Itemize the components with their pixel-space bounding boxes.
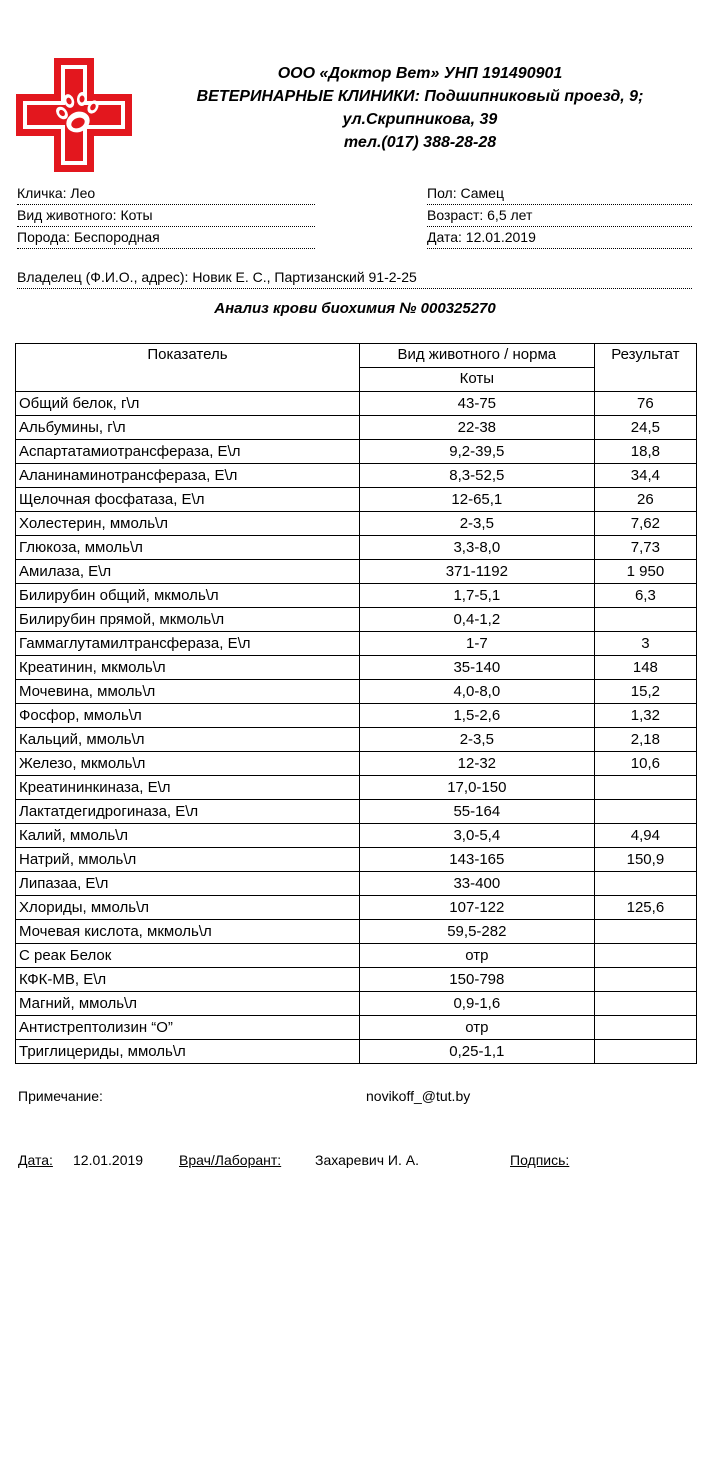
indicator-cell: Фосфор, ммоль\л bbox=[16, 704, 360, 728]
header-norm: Вид животного / норма bbox=[359, 344, 594, 368]
norm-cell: 59,5-282 bbox=[359, 920, 594, 944]
norm-cell: 4,0-8,0 bbox=[359, 680, 594, 704]
result-cell: 6,3 bbox=[594, 584, 696, 608]
table-row bbox=[16, 848, 697, 872]
result-cell bbox=[594, 1016, 696, 1040]
result-cell bbox=[594, 872, 696, 896]
indicator-cell: КФК-МВ, Е\л bbox=[16, 968, 360, 992]
species-field: Вид животного: Коты bbox=[17, 206, 315, 227]
result-cell: 7,73 bbox=[594, 536, 696, 560]
results-table bbox=[15, 343, 697, 1064]
sex-field: Пол: Самец bbox=[427, 184, 692, 205]
indicator-cell: Креатинин, мкмоль\л bbox=[16, 656, 360, 680]
indicator-cell: Железо, мкмоль\л bbox=[16, 752, 360, 776]
doctor-value: Захаревич И. А. bbox=[315, 1152, 419, 1168]
norm-cell: 371-1192 bbox=[359, 560, 594, 584]
result-cell: 26 bbox=[594, 488, 696, 512]
norm-cell: 143-165 bbox=[359, 848, 594, 872]
table-row bbox=[16, 608, 697, 632]
norm-cell: 1,5-2,6 bbox=[359, 704, 594, 728]
norm-cell: 17,0-150 bbox=[359, 776, 594, 800]
result-cell: 18,8 bbox=[594, 440, 696, 464]
norm-cell: 55-164 bbox=[359, 800, 594, 824]
result-cell: 148 bbox=[594, 656, 696, 680]
breed-field: Порода: Беспородная bbox=[17, 228, 315, 249]
pet-name-field: Кличка: Лео bbox=[17, 184, 315, 205]
date-field: Дата: 12.01.2019 bbox=[427, 228, 692, 249]
signature-label: Подпись: bbox=[510, 1152, 570, 1168]
table-row bbox=[16, 392, 697, 416]
norm-cell: 22-38 bbox=[359, 416, 594, 440]
result-cell: 4,94 bbox=[594, 824, 696, 848]
norm-cell: 12-32 bbox=[359, 752, 594, 776]
indicator-cell: Аспартатамиотрансфераза, Е\л bbox=[16, 440, 360, 464]
table-body bbox=[16, 392, 697, 1064]
norm-cell: 0,9-1,6 bbox=[359, 992, 594, 1016]
norm-cell: 2-3,5 bbox=[359, 512, 594, 536]
indicator-cell: Антистрептолизин “О” bbox=[16, 1016, 360, 1040]
clinic-name: ООО «Доктор Вет» УНП 191490901 bbox=[277, 65, 563, 82]
note-label: Примечание: bbox=[18, 1088, 103, 1104]
age-field: Возраст: 6,5 лет bbox=[427, 206, 692, 227]
indicator-cell: Альбумины, г\л bbox=[16, 416, 360, 440]
table-row bbox=[16, 560, 697, 584]
norm-cell: 12-65,1 bbox=[359, 488, 594, 512]
indicator-cell: Хлориды, ммоль\л bbox=[16, 896, 360, 920]
indicator-cell: Гаммаглутамилтрансфераза, Е\л bbox=[16, 632, 360, 656]
indicator-cell: Билирубин общий, мкмоль\л bbox=[16, 584, 360, 608]
table-row bbox=[16, 1016, 697, 1040]
norm-cell: 1-7 bbox=[359, 632, 594, 656]
indicator-cell: Общий белок, г\л bbox=[16, 392, 360, 416]
table-row bbox=[16, 704, 697, 728]
table-row bbox=[16, 800, 697, 824]
doctor-label: Врач/Лаборант: bbox=[179, 1152, 282, 1168]
table-row bbox=[16, 1040, 697, 1064]
norm-cell: отр bbox=[359, 1016, 594, 1040]
indicator-cell: Магний, ммоль\л bbox=[16, 992, 360, 1016]
result-cell: 76 bbox=[594, 392, 696, 416]
clinic-phone: тел.(017) 388-28-28 bbox=[343, 134, 497, 151]
norm-cell: 2-3,5 bbox=[359, 728, 594, 752]
table-row bbox=[16, 824, 697, 848]
result-cell: 125,6 bbox=[594, 896, 696, 920]
table-row bbox=[16, 872, 697, 896]
result-cell: 24,5 bbox=[594, 416, 696, 440]
indicator-cell: Билирубин прямой, мкмоль\л bbox=[16, 608, 360, 632]
indicator-cell: Триглицериды, ммоль\л bbox=[16, 1040, 360, 1064]
clinic-address-line1: ВЕТЕРИНАРНЫЕ КЛИНИКИ: Подшипниковый проезд, 9; bbox=[196, 88, 644, 105]
norm-cell: 33-400 bbox=[359, 872, 594, 896]
indicator-cell: Калий, ммоль\л bbox=[16, 824, 360, 848]
indicator-cell: Липазаа, Е\л bbox=[16, 872, 360, 896]
result-cell: 15,2 bbox=[594, 680, 696, 704]
table-row bbox=[16, 776, 697, 800]
result-cell bbox=[594, 992, 696, 1016]
result-cell bbox=[594, 800, 696, 824]
table-row bbox=[16, 944, 697, 968]
norm-cell: 150-798 bbox=[359, 968, 594, 992]
norm-cell: 0,25-1,1 bbox=[359, 1040, 594, 1064]
indicator-cell: Кальций, ммоль\л bbox=[16, 728, 360, 752]
header-result: Результат bbox=[594, 344, 696, 392]
footer-date-label: Дата: bbox=[18, 1152, 53, 1168]
indicator-cell: Холестерин, ммоль\л bbox=[16, 512, 360, 536]
indicator-cell: Щелочная фосфатаза, Е\л bbox=[16, 488, 360, 512]
owner-field: Владелец (Ф.И.О., адрес): Новик Е. С., Партизанский 91-2-25 bbox=[17, 268, 692, 289]
header-species: Коты bbox=[359, 368, 594, 392]
norm-cell: 35-140 bbox=[359, 656, 594, 680]
analysis-title: Анализ крови биохимия № 000325270 bbox=[214, 300, 496, 317]
result-cell: 34,4 bbox=[594, 464, 696, 488]
indicator-cell: С реак Белок bbox=[16, 944, 360, 968]
norm-cell: отр bbox=[359, 944, 594, 968]
footer-date-value: 12.01.2019 bbox=[73, 1152, 144, 1168]
indicator-cell: Натрий, ммоль\л bbox=[16, 848, 360, 872]
result-cell: 1,32 bbox=[594, 704, 696, 728]
norm-cell: 9,2-39,5 bbox=[359, 440, 594, 464]
indicator-cell: Лактатдегидрогиназа, Е\л bbox=[16, 800, 360, 824]
table-row bbox=[16, 584, 697, 608]
result-cell: 10,6 bbox=[594, 752, 696, 776]
table-row bbox=[16, 992, 697, 1016]
norm-cell: 0,4-1,2 bbox=[359, 608, 594, 632]
table-row bbox=[16, 488, 697, 512]
result-cell: 7,62 bbox=[594, 512, 696, 536]
table-header-row bbox=[16, 344, 697, 368]
norm-cell: 43-75 bbox=[359, 392, 594, 416]
indicator-cell: Креатининкиназа, Е\л bbox=[16, 776, 360, 800]
table-row bbox=[16, 896, 697, 920]
indicator-cell: Амилаза, Е\л bbox=[16, 560, 360, 584]
table-row bbox=[16, 416, 697, 440]
table-row bbox=[16, 512, 697, 536]
clinic-header bbox=[140, 62, 700, 154]
norm-cell: 8,3-52,5 bbox=[359, 464, 594, 488]
result-cell bbox=[594, 1040, 696, 1064]
table-row bbox=[16, 440, 697, 464]
result-cell bbox=[594, 944, 696, 968]
clinic-address-line2: ул.Скрипникова, 39 bbox=[342, 111, 498, 128]
header-indicator: Показатель bbox=[16, 344, 360, 392]
result-cell bbox=[594, 968, 696, 992]
norm-cell: 3,0-5,4 bbox=[359, 824, 594, 848]
indicator-cell: Аланинаминотрансфераза, Е\л bbox=[16, 464, 360, 488]
table-row bbox=[16, 656, 697, 680]
norm-cell: 107-122 bbox=[359, 896, 594, 920]
norm-cell: 1,7-5,1 bbox=[359, 584, 594, 608]
result-cell: 1 950 bbox=[594, 560, 696, 584]
result-cell bbox=[594, 608, 696, 632]
result-cell: 3 bbox=[594, 632, 696, 656]
indicator-cell: Мочевая кислота, мкмоль\л bbox=[16, 920, 360, 944]
clinic-logo-icon bbox=[14, 56, 134, 174]
table-row bbox=[16, 464, 697, 488]
result-cell: 150,9 bbox=[594, 848, 696, 872]
table-row bbox=[16, 680, 697, 704]
table-row bbox=[16, 968, 697, 992]
result-cell: 2,18 bbox=[594, 728, 696, 752]
result-cell bbox=[594, 776, 696, 800]
table-row bbox=[16, 920, 697, 944]
indicator-cell: Мочевина, ммоль\л bbox=[16, 680, 360, 704]
norm-cell: 3,3-8,0 bbox=[359, 536, 594, 560]
table-row bbox=[16, 632, 697, 656]
table-row bbox=[16, 752, 697, 776]
table-row bbox=[16, 536, 697, 560]
email-text: novikoff_@tut.by bbox=[366, 1088, 471, 1104]
indicator-cell: Глюкоза, ммоль\л bbox=[16, 536, 360, 560]
result-cell bbox=[594, 920, 696, 944]
table-row bbox=[16, 728, 697, 752]
